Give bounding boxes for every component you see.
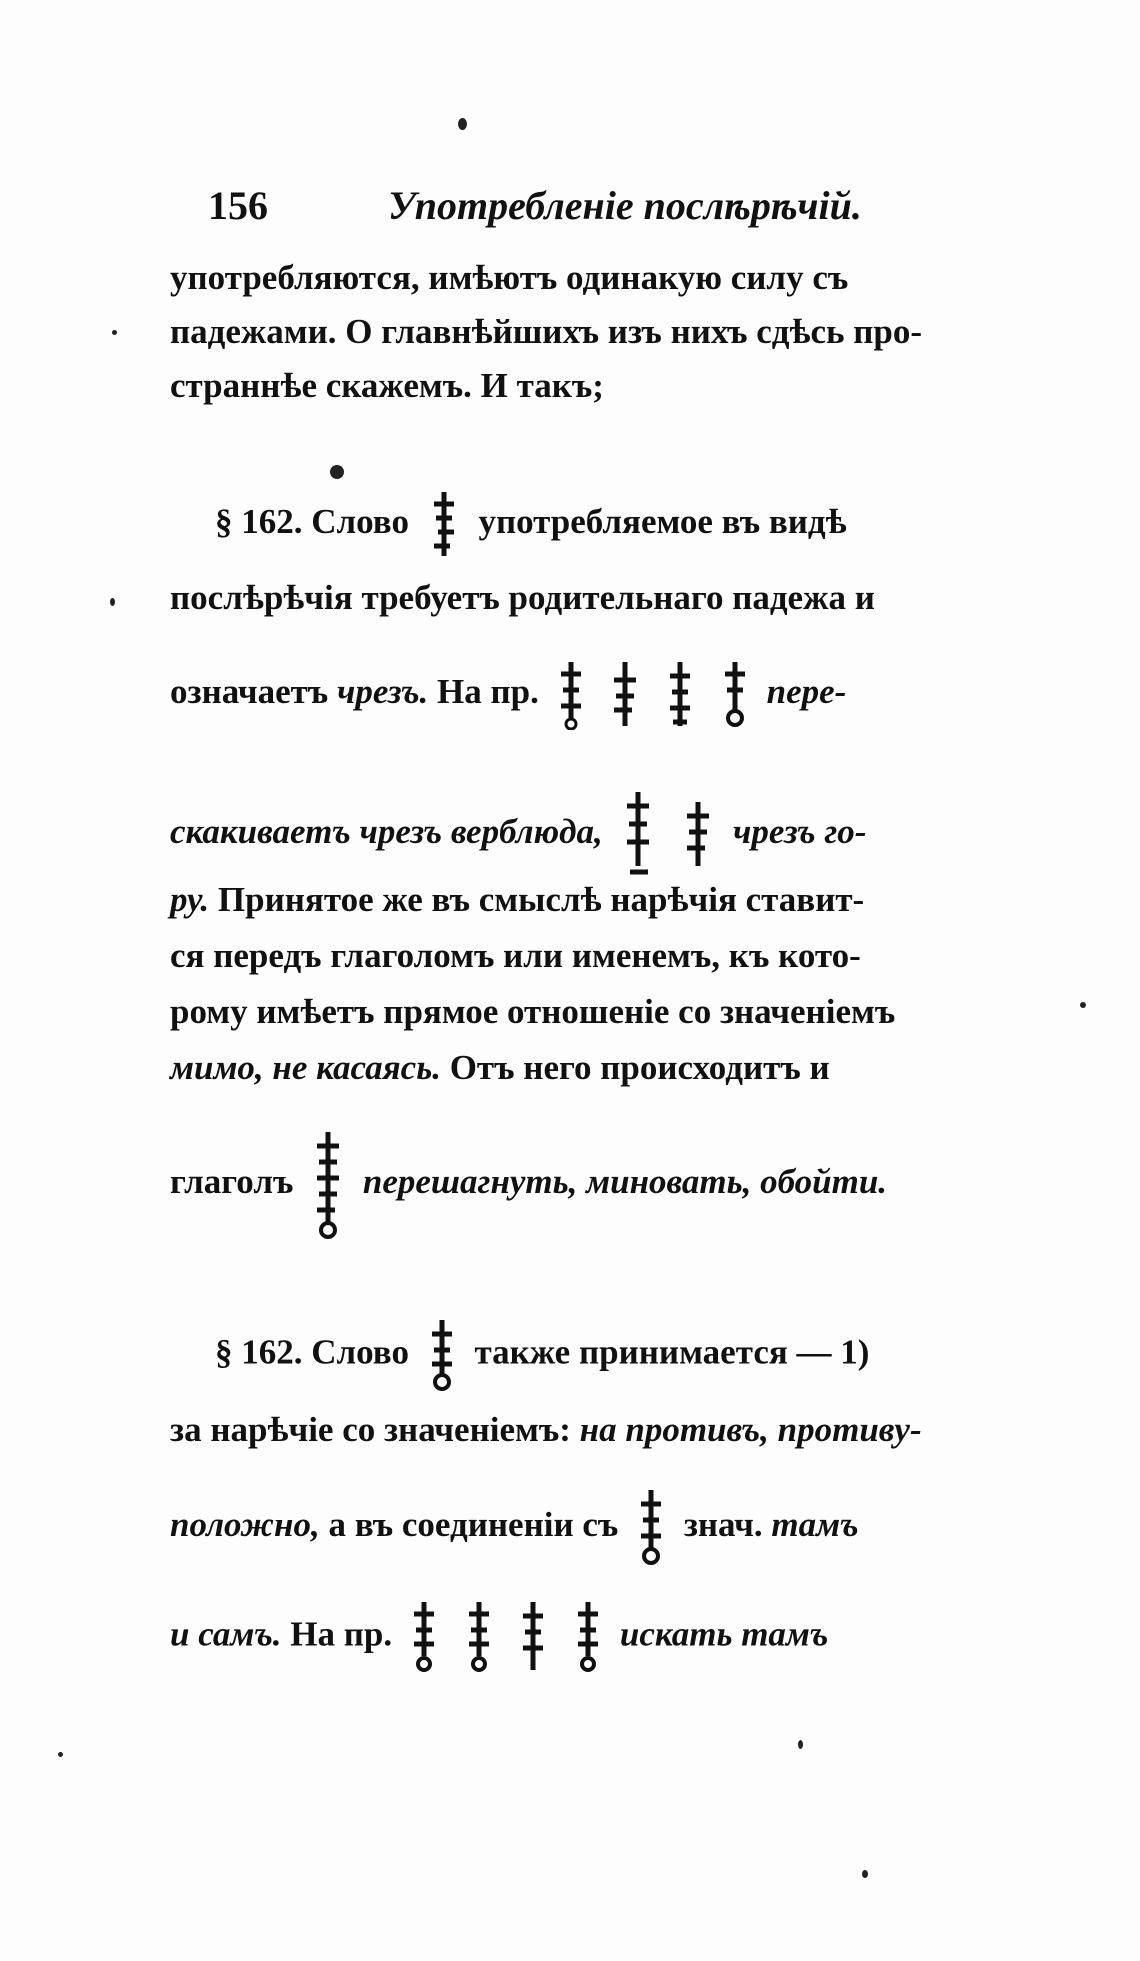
section-line: положно, а въ соединеніи съ знач. тамъ [170,1488,859,1568]
scan-speck [798,1740,803,1749]
mongolian-script-word-icon [308,1130,348,1240]
text-line: употребляются, имѣютъ одинакую силу съ [170,258,849,297]
mongolian-script-word-icon [618,790,658,880]
text-line: падежами. О главнѣйшихъ изъ нихъ сдѣсь про- [170,312,923,351]
scan-speck [458,118,467,130]
section-line: § 162. Слово употребляемое въ видѣ [215,490,847,560]
section-line: скакиваетъ чрезъ верблюда, чрезъ го- [170,790,866,880]
scan-speck [862,1870,868,1878]
mongolian-script-word-icon [424,1318,460,1393]
running-title: Употребленіе послѣрѣчій. [388,183,862,228]
section-line: и самъ. На пр. искать тамъ [170,1600,828,1675]
section-line: глаголъ перешагнуть, миновать, обойти. [170,1130,887,1240]
section-line: ся передъ глаголомъ или именемъ, къ кото- [170,936,861,975]
page-number: 156 [208,183,268,228]
scan-speck [1080,1002,1086,1008]
mongolian-script-word-icon [516,1600,550,1675]
mongolian-script-word-icon [424,490,464,560]
scan-speck [58,1752,63,1757]
section-line: ру. Принятое же въ смыслѣ нарѣчія ставит- [170,880,865,919]
scan-speck [112,330,117,335]
section-line: послѣрѣчія требуетъ родительнаго падежа и [170,578,875,617]
mongolian-script-word-icon [718,660,752,730]
section-line: означаетъ чрезъ. На пр. пере- [170,660,846,730]
section-line: § 162. Слово также принимается — 1) [215,1318,869,1393]
mongolian-script-word-icon [462,1600,496,1675]
text-line: страннѣе скажемъ. И такъ; [170,366,604,405]
page-header [208,182,998,232]
mongolian-script-word-icon [554,660,588,730]
mongolian-script-word-icon [407,1600,441,1675]
mongolian-script-word-icon [571,1600,605,1675]
section-line: рому имѣетъ прямое отношеніе со значеніемъ [170,992,896,1031]
section-line: мимо, не касаясь. Отъ него происходитъ и [170,1048,830,1087]
scan-speck [110,598,115,606]
mongolian-script-word-icon [663,660,697,730]
mongolian-script-word-icon [678,800,718,870]
mongolian-script-word-icon [633,1488,669,1568]
mongolian-script-word-icon [608,660,642,730]
section-line: за нарѣчіе со значеніемъ: на противъ, противу- [170,1410,922,1449]
scan-speck [330,465,344,479]
